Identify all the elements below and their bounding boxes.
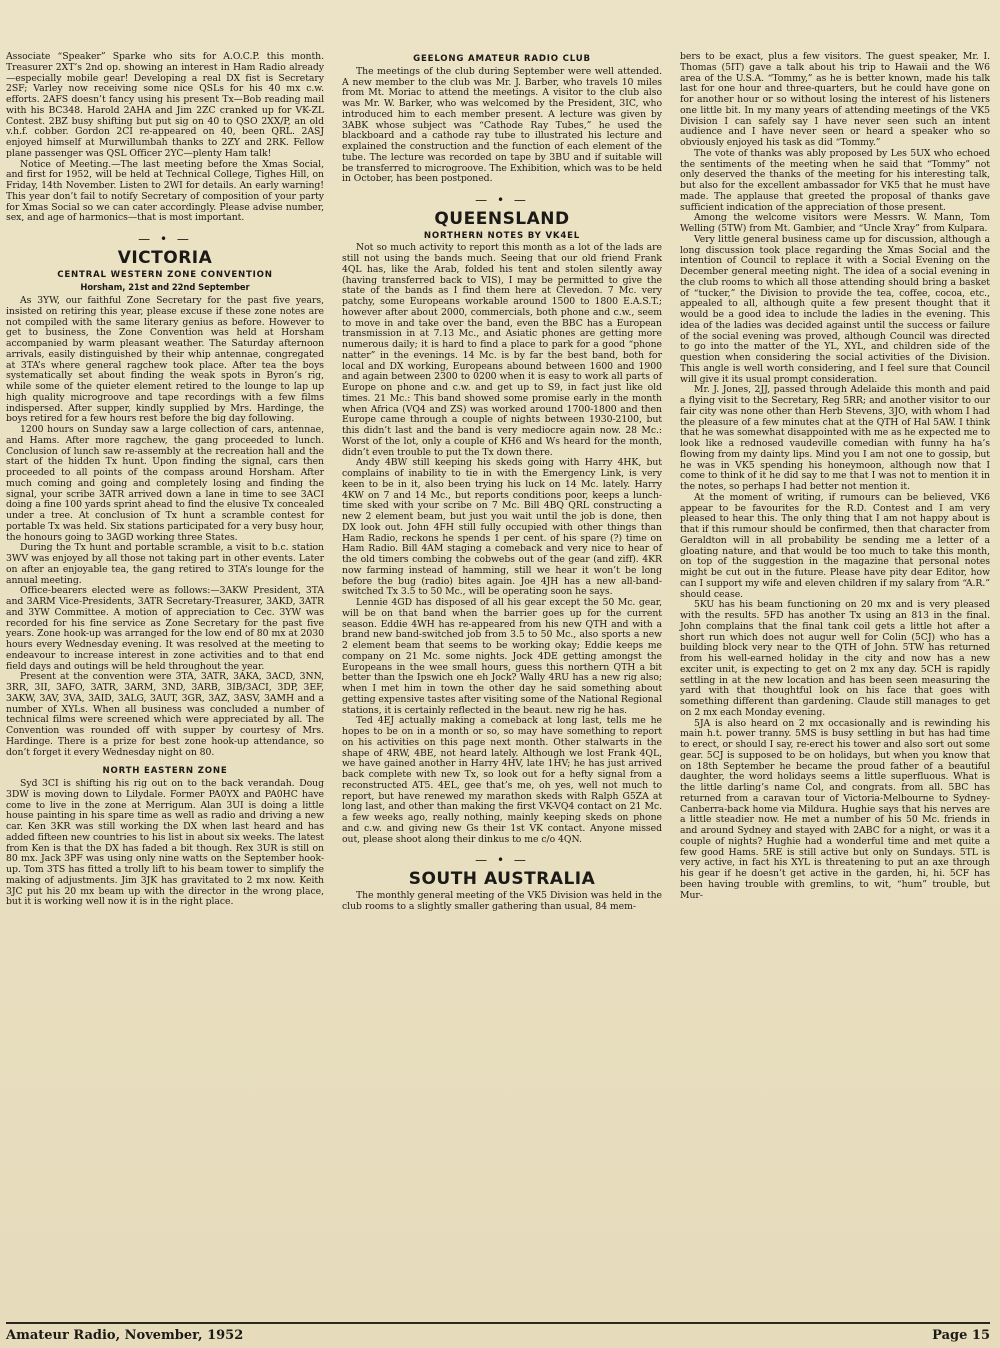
footer-page-number: Page 15 [932,1328,990,1343]
paragraph: Lennie 4GD has disposed of all his gear except the 50 Mc. gear, will be on that band when the barrier goes up for the current season. Eddie 4WH has re-appeared from his new QTH and with a brand new band-switched job from 3.5 to 50 Mc., also sports a new 2 element beam that seems to be working okay; Eddie keeps me company on 21 Mc. some nights. Jock 4DE getting amongst the Europeans in the wee small hours, guess this northern QTH a bit better than the Ipswich one eh Jock? Wally 4RU has a new rig also; when I met him in town the other day he said something about getting expensive tastes after visiting some of the National Regional stations, it is certainly reflected in the beaut. new rig he has. [342,597,662,716]
paragraph: 1200 hours on Sunday saw a large collection of cars, antennae, and Hams. After more ragchew, the gang proceeded to lunch. Conclusion of lunch saw re-assembly at the recreation hall and the start of the hidden Tx hunt. Upon finding the signal, cars then proceeded to all points of the compass around Horsham. After much coming and going and completely losing and finding the signal, your scribe 3ATR arrived down a lane in time to see 3ACI doing a fine 100 yards sprint ahead to find the elusive Tx concealed under a tree. At conclusion of Tx hunt a scramble contest for portable Tx was held. Six stations participated for a very busy hour, the honours going to 3AGD working three States. [6,424,324,543]
subheading-geelong: GEELONG AMATEUR RADIO CLUB [413,54,591,64]
section-heading-victoria: VICTORIA [117,247,213,268]
subheading-nez: NORTH EASTERN ZONE [102,766,228,777]
paragraph: At the moment of writing, if rumours can be believed, VK6 appear to be favourites for the R.D. Contest and I am very pleased to hear this. The only thing that I am not happy about is that if this rumour should be confirmed, then that character from Geraldton will in all probability be sending me a letter of a gloating nature, and that would be too much to take this month, on top of the suggestion in the magazine that personal notes might be cut out in the future. Please have pity dear Editor, how can I support my wife and eleven children if my salary from “A.R.” should cease. [680,491,990,600]
meeting-notice: Notice of Meeting.—The last meeting before the Xmas Social, and first for 1952, will be held at Technical College, Tighes Hill, on Friday, 14th November. Listen to 2WI for details. An early warning! This year don’t fail to notify Secretary of composition of your party for Xmas Social so we can cater accordingly. Please advise number, sex, and age of harmonics—that is most important. [6,158,324,224]
paragraph: Associate “Speaker” Sparke who sits for A.O.C.P. this month. Treasurer 2XT’s 2nd op. showing an interest in Ham Radio already—especially mobile gear! Developing a real DX fist is Secretary 2SF; Varley now receiving some nice QSLs for his 40 mx c.w. efforts. 2AFS doesn’t fancy using his present Tx—Bob reading mail with his BC348. Harold 2AHA and Jim 2ZC cranked up for VK-ZL Contest. 2BZ busy shifting but put sig on 40 to QSO 2XX/P, an old v.h.f. cobber. Gordon 2CI re-appeared on 40, been QRL. 2ASJ enjoyed himself at Murwillumbah thanks to 2ZY and 2RK. Fellow plane passenger was QSL Officer 2YC—plenty Ham talk! [6,51,324,159]
section-heading-south-australia: SOUTH AUSTRALIA [408,869,596,889]
paragraph: Among the welcome visitors were Messrs. W. Mann, Tom Welling (5TW) from Mt. Gambier, and “Uncle Xray” from Kulpara. [680,212,990,234]
page-footer [6,1322,990,1344]
paragraph: 5KU has his beam functioning on 20 mx and is very pleased with the results. 5FD has another Tx using an 813 in the final. John complains that the final tank coil gets a little hot after a short run which does not augur well for Colin (5CJ) who has a building block very near to the QTH of John. 5TW has returned from his well-earned holiday in the city and now has a new exciter unit, is expecting to get on 2 mx any day. 5CH is rapidly settling in at the new location and has been seen measuring the yard with that thoughtful look on his face that goes with something different than gardening. Claude still manages to get on 2 mx each Monday evening. [680,599,990,718]
paragraph: Not so much activity to report this month as a lot of the lads are still not using the bands much. Seeing that our old friend Frank 4QL has, like the Arab, folded his tent and stolen silently away (having transferred back to VIS), I may be permitted to give the state of the bands as I find them here at Clevedon. 7 Mc. very patchy, some Europeans workable around 1500 to 1800 E.A.S.T.; however after about 2000, commercials, both phone and c.w., seem to move in and take over the band, even the BBC has a European transmission in at 7.13 Mc., and Asiatic phones are getting more numerous daily; it is hard to find a place to park for a good “phone natter” in the evenings. 14 Mc. is by far the best band, both for local and DX working, Europeans abound between 1600 and 1900 and again between 2300 to 0200 when it is easy to work all parts of Europe on phone and c.w. and get up to S9, in fact just like old times. 21 Mc.: This band showed some promise early in the month when Africa (VQ4 and ZS) was worked around 1700-1800 and then Europe came through a couple of nights between 1930-2100, but this didn’t last and the band is very mediocre again now. 28 Mc.: Worst of the lot, only a couple of KH6 and Ws heard for the month, didn’t even trouble to put the Tx down there. [342,242,662,458]
paragraph: Syd 3CI is shifting his rig out on to the back verandah. Doug 3DW is moving down to Lilydale. Former PA0YX and PA0HC have come to live in the zone at Merrigum. Alan 3UI is doing a little house painting in his spare time as well as radio and driving a new car. Ken 3KR was still working the DX when last heard and has added fifteen new countries to his list in about six weeks. The latest from Ken is that the DX has faded a bit though. Rex 3UR is still on 80 mx. Jack 3PF was using only nine watts on the September hook-up. Tom 3TS has fitted a trolly lift to his beam tower to simplify the making of adjustments. Jim 3JK has gravitated to 2 mx now. Keith 3JC put his 20 mx beam up with the director in the wrong place, but it is working well now it is in the right place. [6,778,324,908]
paragraph: As 3YW, our faithful Zone Secretary for the past five years, insisted on retiring this year, please excuse if these zone notes are not compiled with the same literary genius as before. However to get to business, the Zone Convention was held at Horsham accompanied by warm pleasant weather. The Saturday afternoon arrivals, easily distinguished by their whip antennae, congregated at 3TA’s where general ragchew took place. After tea the boys systematically set about finding the weak spots in Byron’s rig, while some of the quieter element retired to the lounge to lap up high quality microgroove and tape recordings with a few films indispersed. After supper, kindly supplied by Mrs. Hardinge, the boys retired for a few hours rest before the big day following. [6,295,324,425]
paragraph: Ted 4EJ actually making a comeback at long last, tells me he hopes to be on in a month or so, so may have something to report on his activities on this page next month. Other stalwarts in the shape of 4RW, 4BE, not heard lately. Although we lost Frank 4QL, we have gained another in Harry 4HV, late 1HV; he has just arrived back complete with new Tx, so look out for a hefty signal from a reconstructed AT5. 4EL, gee that’s me, oh yes, well not much to report, but have renewed my marathon skeds with Ralph G5ZA at long last, and other than making the first VK-VQ4 contact on 21 Mc. a few weeks ago, really nothing, mainly keeping skeds on phone and c.w. and giving new Gs their 1st VK contact. Anyone missed out, please shoot along their dinkus to me c/o 4QN. [342,715,662,845]
column-left [6,52,324,908]
section-separator: — • — [475,853,529,868]
paragraph: Very little general business came up for discussion, although a long discussion took place regarding the Xmas Social and the intention of Council to replace it with a Social Evening on the December general meeting night. The idea of a social evening in the club rooms to which all those attending should bring a basket of “tucker,” the Division to provide the tea, coffee, cocoa, etc., appealed to all, although quite a few present thought that it would be a good idea to include the ladies in the evening. This idea of the ladies was decided against until the success or failure of the social evening was proved, although Council was directed to go into the matter of the YL, XYL, and children side of the question when considering the social activities of the Division. This angle is well worth considering, and I feel sure that Council will give it its usual prompt consideration. [680,233,990,385]
subheading-cwz: CENTRAL WESTERN ZONE CONVENTION [57,269,273,280]
paragraph: bers to be exact, plus a few visitors. The guest speaker, Mr. I. Thomas (5IT) gave a talk about his trip to Hawaii and the W6 area of the U.S.A. “Tommy,” as he is better known, made his talk last for one hour and three-quarters, but he could have gone on for another hour or so without losing the interest of his listeners one little bit. In my many years of attending meetings of the VK5 Division I can safely say I have never seen such an intent audience and I have never seen or heard a speaker who so obviously enjoyed his task as did “Tommy.” [680,51,990,148]
column-middle [342,54,662,912]
paragraph: Office-bearers elected were as follows:—3AKW President, 3TA and 3ARM Vice-Presidents, 3ATR Secretary-Treasurer, 3AKD, 3ATR and 3YW Committee. A motion of appreciation to Cec. 3YW was recorded for his fine service as Zone Secretary for the past five years. Zone hook-up was arranged for the low end of 80 mx at 2030 hours every Wednesday evening. It was resolved at the meeting to endeavour to increase interest in zone activities and to that end field days and outings will be held throughout the year. [6,585,324,672]
paragraph: The meetings of the club during September were well attended. A new member to the club was Mr. J. Barber, who travels 10 miles from Mt. Moriac to attend the meetings. A visitor to the club also was Mr. W. Barker, who was welcomed by the President, 3IC, who introduced him to each member present. A lecture was given by 3ABK whose subject was “Cathode Ray Tubes,” he used the blackboard and a cathode ray tube to illustrated his lecture and explained the construction and the function of each element of the tube. The lecture was recorded on tape by 3BU and if suitable will be transferred to microgroove. The Exhibition, which was to be held in October, has been postponed. [342,65,662,185]
section-separator: — • — [475,193,529,207]
paragraph: 5JA is also heard on 2 mx occasionally and is rewinding his main h.t. power tranny. 5MS is busy settling in but has had time to erect, or should I say, re-erect his tower and also sort out some gear. 5CJ is supposed to be on holidays, but when you know that on 18th September he became the proud father of a beautiful daughter, the word holidays seems a little superfluous. What is the little darling’s name Col, and congrats. from all. 5BC has returned from a caravan tour of Victoria-Melbourne to Sydney-Canberra-back home via Mildura. Hughie says that his nerves are a little steadier now. He met a number of his 50 Mc. friends in and around Sydney and stayed with 2ABC for a night, or was it a couple of nights? Hughie had a wonderful time and met quite a few good Hams. 5RE is still active but only on Sundays. 5TL is very active, in fact his XYL is threatening to put an axe through his gear if he doesn’t get active in the garden, hi, hi. 5CF has been having trouble with gremlins, to wit, “hum” trouble, but Mur- [680,717,990,901]
section-separator: — • — [138,232,192,246]
paragraph: Present at the convention were 3TA, 3ATR, 3AKA, 3ACD, 3NN, 3RR, 3II, 3AFO, 3ATR, 3ARM, 3ND, 3ARB, 3IB/3ACI, 3DP, 3EF, 3AKW, 3AV, 3VA, 3AID, 3ALG, 3AUT, 3GR, 3AZ, 3ASV, 3AMH and a number of XYLs. When all business was concluded a number of technical films were screened which were appreciated by all. The Convention was rounded off with supper by courtesy of Mrs. Hardinge. There is a prize for best zone hook-up attendance, so don’t forget it every Wednesday night on 80. [6,671,324,758]
paragraph: Mr. J. Jones, 2JJ, passed through Adelaide this month and paid a flying visit to the Secretary, Reg 5RR; and another visitor to our fair city was none other than Herb Stevens, 3JO, with whom I had the pleasure of a few minutes chat at the QTH of Hal 5AW. I think that he was somewhat disappointed with me as he expected me to look like a rednosed vaudeville comedian with funny ha ha’s flowing from my dainty lips. Mind you I am not one to gossip, but he was in VK5 spending his honeymoon, although now that I come to think of it he did say to me that I was not to mention it in the notes, so perhaps I had better not mention it. [680,384,990,492]
paragraph: The monthly general meeting of the VK5 Division was held in the club rooms to a slightly smaller gathering than usual, 84 mem- [342,889,662,912]
column-right [680,52,990,901]
paragraph: Andy 4BW still keeping his skeds going with Harry 4HK, but complains of inability to tie in with the Emergency Link, is very keen to be in it, also been trying his luck on 14 Mc. lately. Harry 4KW on 7 and 14 Mc., but reports conditions poor, keeps a lunch-time sked with your scribe on 7 Mc. Bill 4BQ QRL constructing a new 2 element beam, but just you wait until the job is done, then DX look out. John 4FH still fully occupied with other things than Ham Radio, reckons he spends 1 per cent. of his spare (?) time on Ham Radio. Bill 4AM staging a comeback and very nice to hear of the old timers combing the cobwebs out of the gear (and ziff). 4KR now farming instead of hamming, still we hear it won’t be long before the bug (radio) bites again. Joe 4JH has a new all-band-switched Tx 3.5 to 50 Mc., will be operating soon he says. [342,457,662,598]
footer-publication: Amateur Radio, November, 1952 [6,1328,244,1343]
subheading-cwz-date: Horsham, 21st and 22nd September [80,282,250,293]
paragraph: During the Tx hunt and portable scramble, a visit to b.c. station 3WV was enjoyed by all those not taking part in other events. Later on after an enjoyable tea, the gang retired to 3TA’s lounge for the annual meeting. [6,542,324,586]
section-heading-queensland: QUEENSLAND [434,208,570,229]
paragraph: The vote of thanks was ably proposed by Les 5UX who echoed the sentiments of the meeting when he said that “Tommy” not only deserved the thanks of the meeting for his interesting talk, but also for the excellent ambassador for VK5 that he must have made. The applause that greeted the proposal of thanks gave sufficient indication of the appreciation of those present. [680,147,990,213]
subheading-northern-notes: NORTHERN NOTES BY VK4EL [423,230,581,241]
